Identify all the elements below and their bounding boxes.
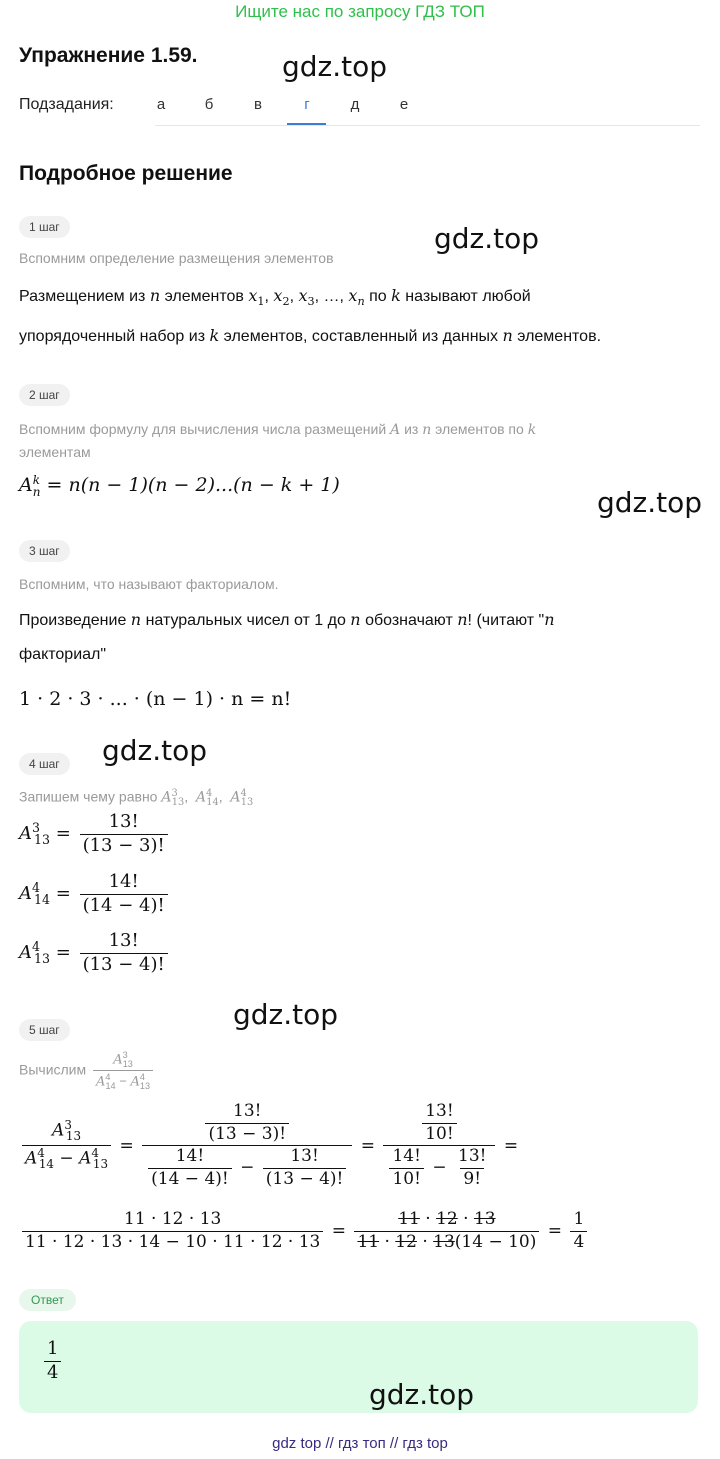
step-note: Запишем чему равно $A^3_{13}$, $A^4_{14}$, $A^4_{13}$ <box>19 788 254 809</box>
step-note: Вспомним, что называют факториалом. <box>19 576 279 592</box>
watermark: gdz.top <box>597 486 703 519</box>
calc-line-1: $\frac{A^3_{13}}{A^4_{14} - A^4_{13}}$ = $\frac{13!}{(13 - 3)!}$ $\frac{14!}{(14 - 4)!}$ − $\frac{13!}{(13 - 4)!}$ = $\frac{13!}{10!}$ $\frac{14!}{10!}$ − $\frac{13!}{9!}$ = <box>19 1102 518 1189</box>
watermark: gdz.top <box>102 734 208 767</box>
watermark: gdz.top <box>282 50 388 83</box>
watermark: gdz.top <box>434 222 540 255</box>
tab-e[interactable]: е <box>399 96 409 113</box>
calc-line-2: $\frac{11 \cdot 12 \cdot 13}{11 \cdot 12 \cdot 13 \cdot 14 - 10 \cdot 11 \cdot 12 \cdot 13}$ = $\frac{11 \cdot 12 \cdot 13}{11 \cdot 12 \cdot 13(14 - 10)}$ = $\frac{1}{4}$ <box>19 1210 590 1252</box>
subtasks-label: Подзадания: <box>19 96 114 113</box>
step-text: Произведение n натуральных чисел от 1 до n обозначают n! (читают "n факториал" <box>19 610 555 663</box>
tabs-divider <box>155 125 700 126</box>
step-badge: 1 шаг <box>19 216 70 238</box>
formula-a13-4: $A^4_{13}$ = $\frac{13!}{(13 - 4)!}$ <box>19 931 171 975</box>
formula-factorial: 1 · 2 · 3 · ... · (n − 1) · n = n! <box>19 688 292 710</box>
step-badge: 3 шаг <box>19 540 70 562</box>
watermark: gdz.top <box>233 998 339 1031</box>
step-badge: 5 шаг <box>19 1019 70 1041</box>
top-banner[interactable]: Ищите нас по запросу ГДЗ ТОП <box>235 2 485 21</box>
formula-a14-4: $A^4_{14}$ = $\frac{14!}{(14 - 4)!}$ <box>19 872 171 916</box>
answer-box <box>19 1321 698 1413</box>
tab-v[interactable]: в <box>254 96 262 113</box>
step-note: Вычислим $\frac{A^3_{13}}{A^4_{14} - A^4_{13}}$ <box>19 1050 156 1092</box>
active-tab-indicator <box>287 123 326 125</box>
formula-a13-3: $A^3_{13}$ = $\frac{13!}{(13 - 3)!}$ <box>19 812 171 856</box>
step-note: Вспомним формулу для вычисления числа размещений A из n элементов по k элементам <box>19 421 537 460</box>
tab-a[interactable]: а <box>156 96 166 113</box>
answer-badge: Ответ <box>19 1289 76 1311</box>
section-title: Подробное решение <box>19 162 233 185</box>
tab-d[interactable]: д <box>350 96 360 113</box>
step-badge: 4 шаг <box>19 753 70 775</box>
answer-fraction: $\frac{1}{4}$ <box>41 1339 64 1383</box>
tab-b[interactable]: б <box>204 96 214 113</box>
formula-placements: A k n = n(n − 1)(n − 2)...(n − k + 1) <box>19 473 340 499</box>
step-text: Размещением из n элементов $x_1$, $x_2$, $x_3$, …, $x_n$ по k называют любой упорядоченный набор из k элементов, составленный из данных n элементов. <box>19 286 602 346</box>
footer-links[interactable]: gdz top // гдз топ // гдз top <box>272 1435 448 1452</box>
step-note: Вспомним определение размещения элементов <box>19 250 334 266</box>
page-title: Упражнение 1.59. <box>19 44 198 67</box>
step-badge: 2 шаг <box>19 384 70 406</box>
watermark: gdz.top <box>369 1378 475 1411</box>
tab-g[interactable]: г <box>304 96 310 113</box>
